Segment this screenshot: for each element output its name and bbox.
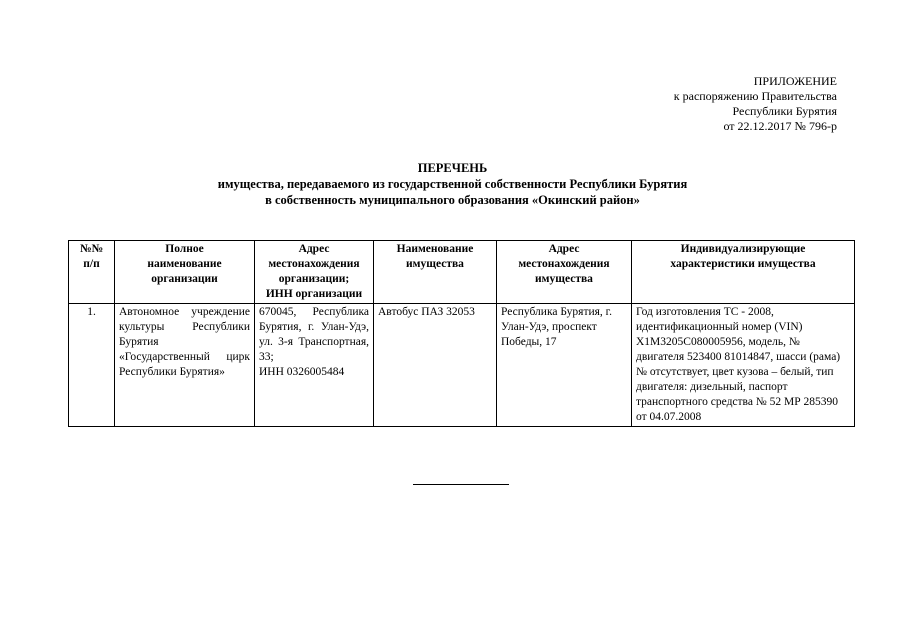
table-header-row <box>69 241 855 304</box>
title-line-2: имущества, передаваемого из государственной собственности Республики Бурятия <box>217 177 688 191</box>
cell-property-name: Автобус ПАЗ 32053 <box>374 304 497 427</box>
appendix-authority: Республики Бурятия <box>732 104 837 118</box>
org-address-text: 670045, Республика Бурятия, г. Улан-Удэ, ул. 3-я Транспортная, 33; <box>259 306 369 363</box>
header-org-name: Полное наименование организации <box>115 241 255 304</box>
cell-org-name: Автономное учреждение культуры Республики Бурятия «Государственный цирк Республики Бурятия» <box>115 304 255 427</box>
header-number: №№ п/п <box>69 241 115 304</box>
org-inn-text: ИНН 0326005484 <box>259 366 345 378</box>
end-separator-line <box>413 484 509 485</box>
document-title <box>0 160 905 208</box>
cell-number: 1. <box>69 304 115 427</box>
appendix-block <box>674 74 837 134</box>
header-property-address: Адрес местонахождения имущества <box>497 241 632 304</box>
header-property-name: Наименование имущества <box>374 241 497 304</box>
title-heading: ПЕРЕЧЕНЬ <box>417 161 488 175</box>
cell-characteristics: Год изготовления ТС - 2008, идентификационный номер (VIN) Х1М3205С080005956, модель, № двигателя 523400 81014847, шасси (рама) № отсутствует, цвет кузова – белый, тип двигателя: дизельный, паспорт транспортного средства № 52 МР 285390 от 04.07.2008 <box>632 304 855 427</box>
header-org-address: Адрес местонахождения организации; ИНН организации <box>255 241 374 304</box>
cell-property-address: Республика Бурятия, г. Улан-Удэ, проспект Победы, 17 <box>497 304 632 427</box>
title-line-3: в собственность муниципального образования «Окинский район» <box>265 193 640 207</box>
cell-org-address <box>255 304 374 427</box>
table-row <box>69 304 855 427</box>
header-characteristics: Индивидуализирующие характеристики имущества <box>632 241 855 304</box>
appendix-date-number: от 22.12.2017 № 796-р <box>723 119 837 133</box>
property-table <box>68 240 855 427</box>
appendix-title: ПРИЛОЖЕНИЕ <box>753 74 837 88</box>
appendix-subtitle: к распоряжению Правительства <box>673 89 837 103</box>
